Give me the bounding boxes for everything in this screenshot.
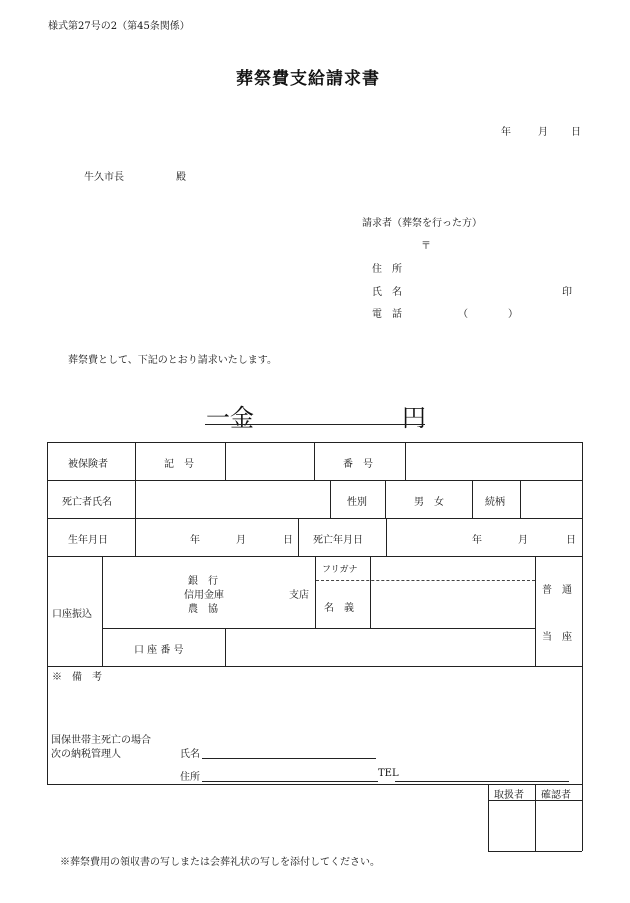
gender-options[interactable]: 男 女 bbox=[414, 497, 444, 508]
birth-date-label: 生年月日 bbox=[68, 535, 108, 546]
date-month[interactable]: 月 bbox=[538, 127, 548, 138]
remarks-line1: 国保世帯主死亡の場合 bbox=[51, 735, 151, 746]
tax-manager-name-field[interactable] bbox=[202, 758, 376, 759]
credit-union-option[interactable]: 信用金庫 bbox=[184, 590, 224, 601]
holder-label: 名 義 bbox=[324, 603, 354, 614]
amount-underline bbox=[205, 424, 425, 425]
account-number-field[interactable] bbox=[227, 630, 533, 664]
number-field[interactable] bbox=[407, 444, 580, 478]
relation-field[interactable] bbox=[522, 482, 580, 516]
deceased-name-label: 死亡者氏名 bbox=[62, 497, 112, 508]
number-label: 番 号 bbox=[343, 459, 373, 470]
remarks-label: ※ 備 考 bbox=[52, 672, 102, 683]
requester-phone-label[interactable]: 電 話 bbox=[372, 309, 402, 320]
deceased-name-field[interactable] bbox=[137, 482, 328, 516]
tax-manager-address-field[interactable] bbox=[202, 781, 378, 782]
bank-option[interactable]: 銀 行 bbox=[188, 576, 218, 587]
bank-name-field[interactable] bbox=[104, 558, 284, 626]
seal-mark: 印 bbox=[562, 287, 572, 298]
transfer-label: 口座振込 bbox=[52, 609, 92, 620]
amount-field[interactable] bbox=[258, 400, 398, 424]
gender-label: 性別 bbox=[347, 497, 367, 508]
symbol-label: 記 号 bbox=[164, 459, 194, 470]
tax-manager-tel-label: TEL bbox=[378, 768, 399, 779]
addressee-name: 牛久市長 bbox=[84, 172, 124, 183]
death-day[interactable]: 日 bbox=[566, 535, 576, 546]
checker-stamp-label: 確認者 bbox=[541, 790, 571, 801]
account-checking-option[interactable]: 当 座 bbox=[542, 632, 572, 643]
requester-address-label[interactable]: 住 所 bbox=[372, 264, 402, 275]
phone-paren-close: ） bbox=[508, 309, 518, 320]
handler-stamp-box[interactable] bbox=[489, 801, 534, 850]
tax-manager-tel-field[interactable] bbox=[395, 781, 569, 782]
account-number-label: 口 座 番 号 bbox=[134, 645, 184, 656]
requester-name-label[interactable]: 氏 名 bbox=[372, 287, 402, 298]
birth-year[interactable]: 年 bbox=[190, 535, 200, 546]
birth-day[interactable]: 日 bbox=[283, 535, 293, 546]
furigana-label: フリガナ bbox=[322, 565, 358, 575]
death-year[interactable]: 年 bbox=[472, 535, 482, 546]
page-title: 葬祭費支給請求書 bbox=[236, 69, 380, 89]
symbol-field[interactable] bbox=[227, 444, 313, 478]
remarks-line2: 次の納税管理人 bbox=[51, 749, 121, 760]
tax-manager-name-label: 氏名 bbox=[180, 749, 200, 760]
form-number: 様式第27号の2（第45条関係） bbox=[48, 21, 190, 32]
agri-coop-option[interactable]: 農 協 bbox=[188, 604, 218, 615]
postal-mark[interactable]: 〒 bbox=[421, 241, 431, 252]
request-statement: 葬祭費として、下記のとおり請求いたします。 bbox=[68, 355, 277, 366]
checker-stamp-box[interactable] bbox=[536, 801, 581, 850]
relation-label: 続柄 bbox=[485, 497, 505, 508]
holder-field[interactable] bbox=[372, 582, 533, 626]
furigana-field[interactable] bbox=[372, 558, 533, 579]
footnote: ※葬祭費用の領収書の写しまたは会葬礼状の写しを添付してください。 bbox=[60, 857, 380, 868]
handler-stamp-label: 取扱者 bbox=[494, 790, 524, 801]
amount-prefix: 一金 bbox=[206, 404, 254, 432]
phone-paren-open: （ bbox=[458, 309, 468, 320]
account-normal-option[interactable]: 普 通 bbox=[542, 585, 572, 596]
death-date-label: 死亡年月日 bbox=[313, 535, 363, 546]
date-year[interactable]: 年 bbox=[501, 127, 511, 138]
requester-heading: 請求者（葬祭を行った方） bbox=[362, 218, 482, 229]
date-day[interactable]: 日 bbox=[571, 127, 581, 138]
amount-suffix: 円 bbox=[402, 404, 426, 432]
addressee-honorific: 殿 bbox=[176, 172, 186, 183]
insured-label: 被保険者 bbox=[68, 459, 108, 470]
branch-label: 支店 bbox=[289, 590, 309, 601]
birth-month[interactable]: 月 bbox=[236, 535, 246, 546]
tax-manager-address-label: 住所 bbox=[180, 772, 200, 783]
death-month[interactable]: 月 bbox=[518, 535, 528, 546]
